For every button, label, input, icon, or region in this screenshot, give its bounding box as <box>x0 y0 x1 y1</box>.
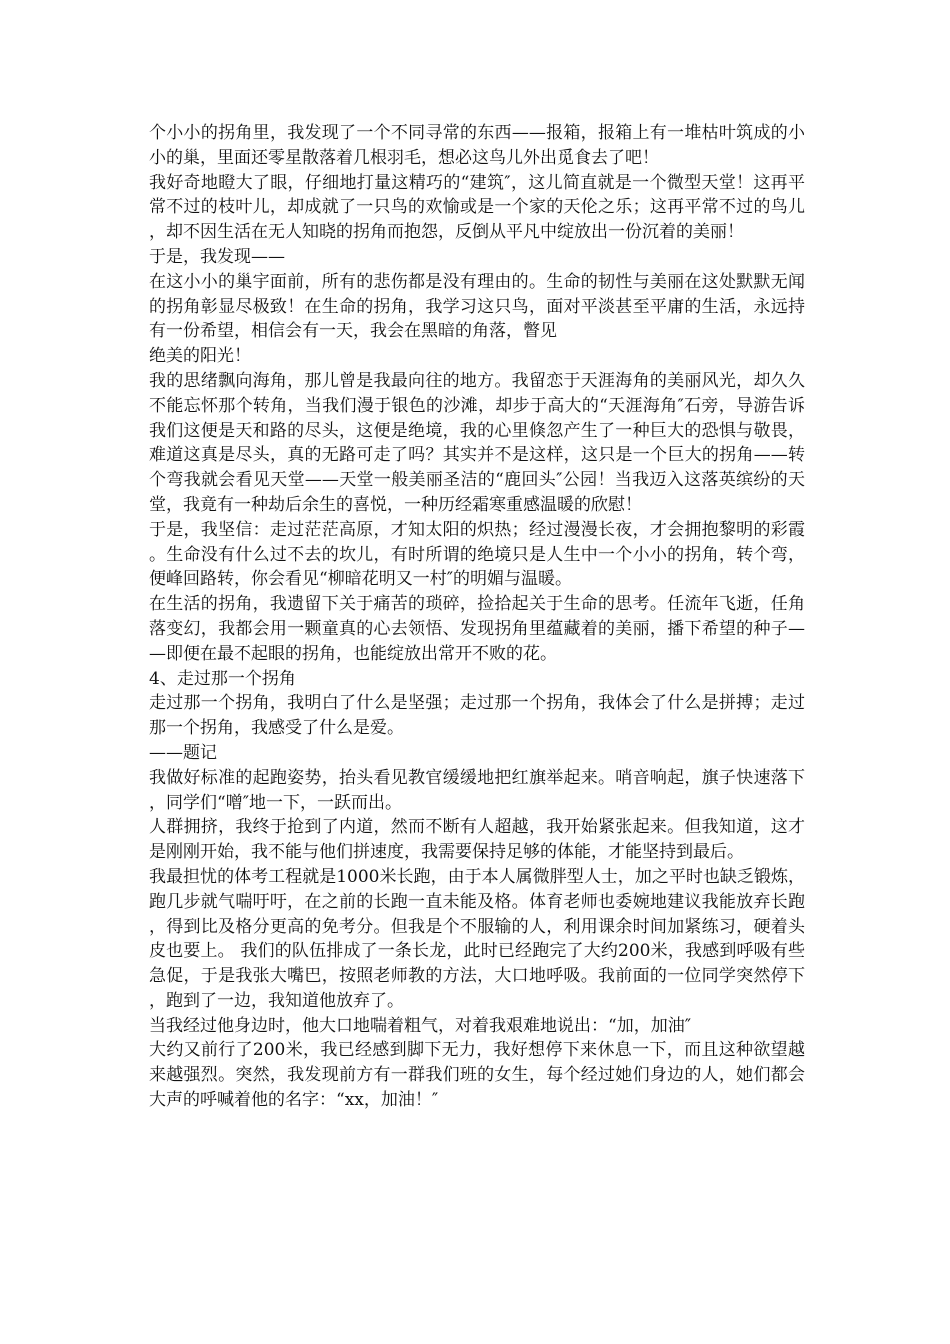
paragraph-encouragement: 当我经过他身边时，他大口地喘着粗气，对着我艰难地说出：“加，加油″ <box>149 1015 692 1036</box>
document-page <box>149 121 805 1113</box>
paragraph-life-corner: 在这小小的巢宇面前，所有的悲伤都是没有理由的。生命的韧性与美丽在这处默默无闻的拐角彰显尽极致！在生命的拐角，我学习这只鸟，面对平淡甚至平庸的生活，永远持有一份希望，相信会有一天，我会在黑暗的角落，瞥见 <box>149 271 805 342</box>
paragraph-start-race: 我做好标准的起跑姿势，抬头看见教官缓缓地把红旗举起来。哨音响起，旗子快速落下，同学们“噌″地一下，一跃而出。 <box>149 767 805 813</box>
paragraph-crowd: 人群拥挤，我终于抢到了内道，然而不断有人超越，我开始紧张起来。但我知道，这才是刚刚开始，我不能与他们拼速度，我需要保持足够的体能，才能坚持到最后。 <box>149 817 805 863</box>
paragraph-life-corner-flower: 在生活的拐角，我遗留下关于痛苦的琐碎，捡拾起关于生命的思考。任流年飞逝，任角落变幻，我都会用一颗童真的心去领悟、发现拐角里蕴藏着的美丽，播下希望的种子——即便在最不起眼的拐角，也能绽放出常开不败的花。 <box>149 594 805 664</box>
paragraph-cheering: 大约又前行了200米，我已经感到脚下无力，我好想停下来休息一下，而且这种欲望越来越强烈。突然，我发现前方有一群我们班的女生，每个经过她们身边的人，她们都会大声的呼喊着他的名字：“xx，加油！″ <box>149 1040 805 1111</box>
paragraph-i-discover: 于是，我发现—— <box>149 246 285 267</box>
paragraph-i-believe: 于是，我坚信：走过茫茫高原，才知太阳的炽热；经过漫漫长夜，才会拥抱黎明的彩霞。生命没有什么过不去的坎儿，有时所谓的绝境只是人生中一个小小的拐角，转个弯，便峰回路转，你会看见“柳暗花明又一村″的明媚与温暖。 <box>149 519 805 590</box>
paragraph-sea-corner: 我的思绪飘向海角，那儿曾是我最向往的地方。我留恋于天涯海角的美丽风光，却久久不能忘怀那个转角，当我们漫于银色的沙滩，却步于高大的“天涯海角″石旁，导游告诉我们这便是天和路的尽头，这便是绝境，我的心里倏忽产生了一种巨大的恐惧与敬畏，难道这真是尽头，真的无路可走了吗？其实并不是这样，这只是一个巨大的拐角——转个弯我就会看见天堂——天堂一般美丽圣洁的“鹿回头″公园！当我迈入这落英缤纷的天堂，我竟有一种劫后余生的喜悦，一种历经霜寒重感温暖的欣慰！ <box>149 370 805 515</box>
section-heading: 4、走过那一个拐角 <box>149 668 296 689</box>
paragraph-bird-nest: 个小小的拐角里，我发现了一个不同寻常的东西——报箱，报箱上有一堆枯叶筑成的小小的巢，里面还零星散落着几根羽毛，想必这鸟儿外出觅食去了吧！ <box>149 123 805 168</box>
paragraph-long-run: 我最担忧的体考工程就是1000米长跑，由于本人属微胖型人士，加之平时也缺乏锻炼，跑几步就气喘吁吁，在之前的长跑一直未能及格。体育老师也委婉地建议我能放弃长跑，得到比及格分更高的免考分。但我是个不服输的人，利用课余时间加紧练习，硬着头皮也要上。 我们的队伍排成了一条长龙，此时已经跑完了大约200米，我感到呼吸有些急促，于是我张大嘴巴，按照老师教的方法，大口地呼吸。我前面的一位同学突然停下，跑到了一边，我知道他放弃了。 <box>149 866 805 1011</box>
paragraph-epigraph-attribution: ——题记 <box>149 742 217 763</box>
paragraph-epigraph: 走过那一个拐角，我明白了什么是坚强；走过那一个拐角，我体会了什么是拼搏；走过那一个拐角，我感受了什么是爱。 <box>149 693 805 739</box>
paragraph-sunlight: 绝美的阳光！ <box>149 346 251 367</box>
paragraph-micro-heaven: 我好奇地瞪大了眼，仔细地打量这精巧的“建筑″，这儿简直就是一个微型天堂！这再平常不过的枝叶儿，却成就了一只鸟的欢愉或是一个家的天伦之乐；这再平常不过的鸟儿，却不因生活在无人知晓的拐角而抱怨，反倒从平凡中绽放出一份沉着的美丽！ <box>149 172 805 243</box>
